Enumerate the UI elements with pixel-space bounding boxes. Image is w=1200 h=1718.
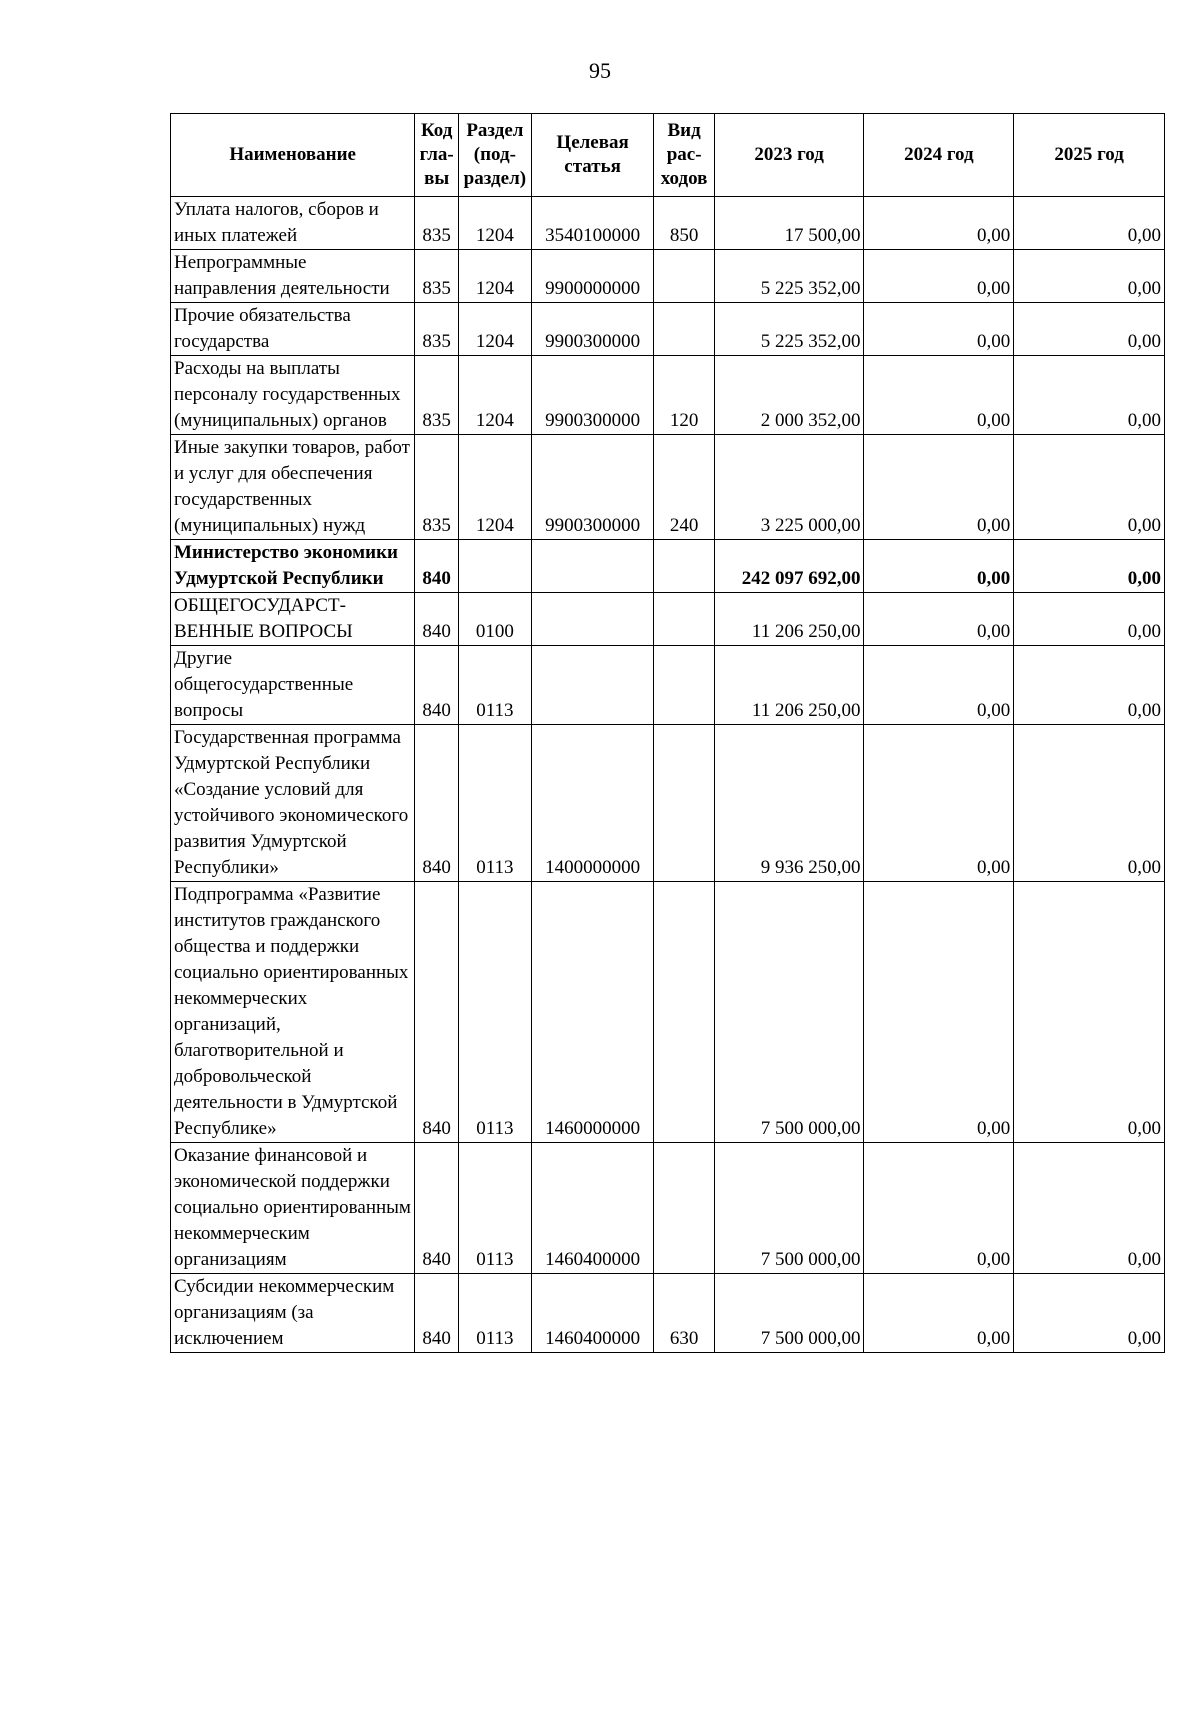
cell-2024: 0,00 — [864, 593, 1014, 646]
cell-code: 840 — [415, 540, 459, 593]
cell-2025: 0,00 — [1014, 593, 1165, 646]
cell-2025: 0,00 — [1014, 1143, 1165, 1274]
cell-section: 1204 — [458, 435, 531, 540]
cell-2024: 0,00 — [864, 725, 1014, 882]
cell-2023: 242 097 692,00 — [714, 540, 864, 593]
cell-2024: 0,00 — [864, 1274, 1014, 1353]
cell-2024: 0,00 — [864, 540, 1014, 593]
header-article: Целевая статья — [531, 114, 654, 197]
cell-name: Подпрограмма «Развитие институтов гражданского общества и поддержки социально ориентированных некоммерческих организаций, благотворительной и добровольческой деятельности в Удмуртской Республике» — [171, 882, 415, 1143]
cell-kind: 630 — [654, 1274, 714, 1353]
cell-name: ОБЩЕГОСУДАРСТ-ВЕННЫЕ ВОПРОСЫ — [171, 593, 415, 646]
table-row — [171, 197, 1165, 250]
cell-code: 835 — [415, 356, 459, 435]
cell-2024: 0,00 — [864, 197, 1014, 250]
table-row — [171, 303, 1165, 356]
cell-2024: 0,00 — [864, 646, 1014, 725]
cell-2023: 11 206 250,00 — [714, 593, 864, 646]
cell-2023: 7 500 000,00 — [714, 882, 864, 1143]
table-row — [171, 882, 1165, 1143]
cell-2024: 0,00 — [864, 356, 1014, 435]
cell-section: 0113 — [458, 882, 531, 1143]
cell-name: Прочие обязательства государства — [171, 303, 415, 356]
cell-kind — [654, 303, 714, 356]
cell-kind — [654, 646, 714, 725]
header-kind: Вид рас-ходов — [654, 114, 714, 197]
cell-name: Государственная программа Удмуртской Республики «Создание условий для устойчивого экономического развития Удмуртской Республики» — [171, 725, 415, 882]
cell-2025: 0,00 — [1014, 882, 1165, 1143]
table-row — [171, 646, 1165, 725]
cell-article: 1460400000 — [531, 1274, 654, 1353]
table-row — [171, 725, 1165, 882]
table-row — [171, 1143, 1165, 1274]
cell-code: 840 — [415, 1274, 459, 1353]
header-code: Код гла-вы — [415, 114, 459, 197]
table-header-row — [171, 114, 1165, 197]
cell-2023: 5 225 352,00 — [714, 303, 864, 356]
cell-section: 1204 — [458, 303, 531, 356]
cell-section: 0113 — [458, 646, 531, 725]
table-body — [171, 197, 1165, 1353]
cell-section: 1204 — [458, 356, 531, 435]
cell-article: 9900300000 — [531, 303, 654, 356]
cell-2023: 2 000 352,00 — [714, 356, 864, 435]
cell-name: Иные закупки товаров, работ и услуг для обеспечения государственных (муниципальных) нужд — [171, 435, 415, 540]
table-row — [171, 250, 1165, 303]
cell-2024: 0,00 — [864, 303, 1014, 356]
cell-2023: 9 936 250,00 — [714, 725, 864, 882]
cell-code: 835 — [415, 435, 459, 540]
cell-2023: 5 225 352,00 — [714, 250, 864, 303]
cell-code: 840 — [415, 1143, 459, 1274]
cell-2024: 0,00 — [864, 882, 1014, 1143]
cell-code: 840 — [415, 882, 459, 1143]
cell-2025: 0,00 — [1014, 540, 1165, 593]
cell-article: 9900300000 — [531, 356, 654, 435]
cell-article: 1460000000 — [531, 882, 654, 1143]
cell-article — [531, 540, 654, 593]
cell-2024: 0,00 — [864, 250, 1014, 303]
cell-code: 835 — [415, 303, 459, 356]
cell-2024: 0,00 — [864, 435, 1014, 540]
cell-2025: 0,00 — [1014, 1274, 1165, 1353]
table-row — [171, 1274, 1165, 1353]
cell-article: 1400000000 — [531, 725, 654, 882]
cell-2025: 0,00 — [1014, 303, 1165, 356]
page-number: 95 — [589, 58, 611, 83]
cell-section: 0113 — [458, 1274, 531, 1353]
cell-name: Субсидии некоммерческим организациям (за исключением — [171, 1274, 415, 1353]
cell-code: 840 — [415, 593, 459, 646]
cell-article: 9900000000 — [531, 250, 654, 303]
table-row — [171, 356, 1165, 435]
cell-article: 9900300000 — [531, 435, 654, 540]
cell-name: Расходы на выплаты персоналу государственных (муниципальных) органов — [171, 356, 415, 435]
cell-section — [458, 540, 531, 593]
cell-2023: 11 206 250,00 — [714, 646, 864, 725]
cell-2025: 0,00 — [1014, 356, 1165, 435]
cell-2025: 0,00 — [1014, 250, 1165, 303]
cell-kind — [654, 725, 714, 882]
cell-kind — [654, 593, 714, 646]
cell-section: 1204 — [458, 197, 531, 250]
cell-kind — [654, 1143, 714, 1274]
header-2023: 2023 год — [714, 114, 864, 197]
cell-kind — [654, 540, 714, 593]
cell-name: Уплата налогов, сборов и иных платежей — [171, 197, 415, 250]
cell-2023: 7 500 000,00 — [714, 1274, 864, 1353]
cell-2023: 17 500,00 — [714, 197, 864, 250]
cell-2025: 0,00 — [1014, 725, 1165, 882]
cell-2025: 0,00 — [1014, 197, 1165, 250]
cell-kind — [654, 250, 714, 303]
cell-code: 835 — [415, 197, 459, 250]
cell-2023: 3 225 000,00 — [714, 435, 864, 540]
cell-article — [531, 646, 654, 725]
header-section: Раздел (под-раздел) — [458, 114, 531, 197]
header-name: Наименование — [171, 114, 415, 197]
cell-kind: 850 — [654, 197, 714, 250]
cell-section: 0113 — [458, 1143, 531, 1274]
cell-section: 0113 — [458, 725, 531, 882]
table-row — [171, 593, 1165, 646]
header-2025: 2025 год — [1014, 114, 1165, 197]
header-2024: 2024 год — [864, 114, 1014, 197]
cell-kind — [654, 882, 714, 1143]
cell-code: 840 — [415, 725, 459, 882]
cell-code: 840 — [415, 646, 459, 725]
cell-section: 1204 — [458, 250, 531, 303]
cell-name: Оказание финансовой и экономической поддержки социально ориентированным некоммерческим организациям — [171, 1143, 415, 1274]
cell-2025: 0,00 — [1014, 646, 1165, 725]
cell-article — [531, 593, 654, 646]
cell-name: Другие общегосударственные вопросы — [171, 646, 415, 725]
cell-section: 0100 — [458, 593, 531, 646]
cell-code: 835 — [415, 250, 459, 303]
cell-2023: 7 500 000,00 — [714, 1143, 864, 1274]
budget-table — [170, 113, 1165, 1353]
cell-article: 3540100000 — [531, 197, 654, 250]
table-row — [171, 435, 1165, 540]
cell-kind: 120 — [654, 356, 714, 435]
cell-2025: 0,00 — [1014, 435, 1165, 540]
cell-article: 1460400000 — [531, 1143, 654, 1274]
cell-name: Министерство экономики Удмуртской Республики — [171, 540, 415, 593]
cell-kind: 240 — [654, 435, 714, 540]
cell-2024: 0,00 — [864, 1143, 1014, 1274]
table-row — [171, 540, 1165, 593]
cell-name: Непрограммные направления деятельности — [171, 250, 415, 303]
